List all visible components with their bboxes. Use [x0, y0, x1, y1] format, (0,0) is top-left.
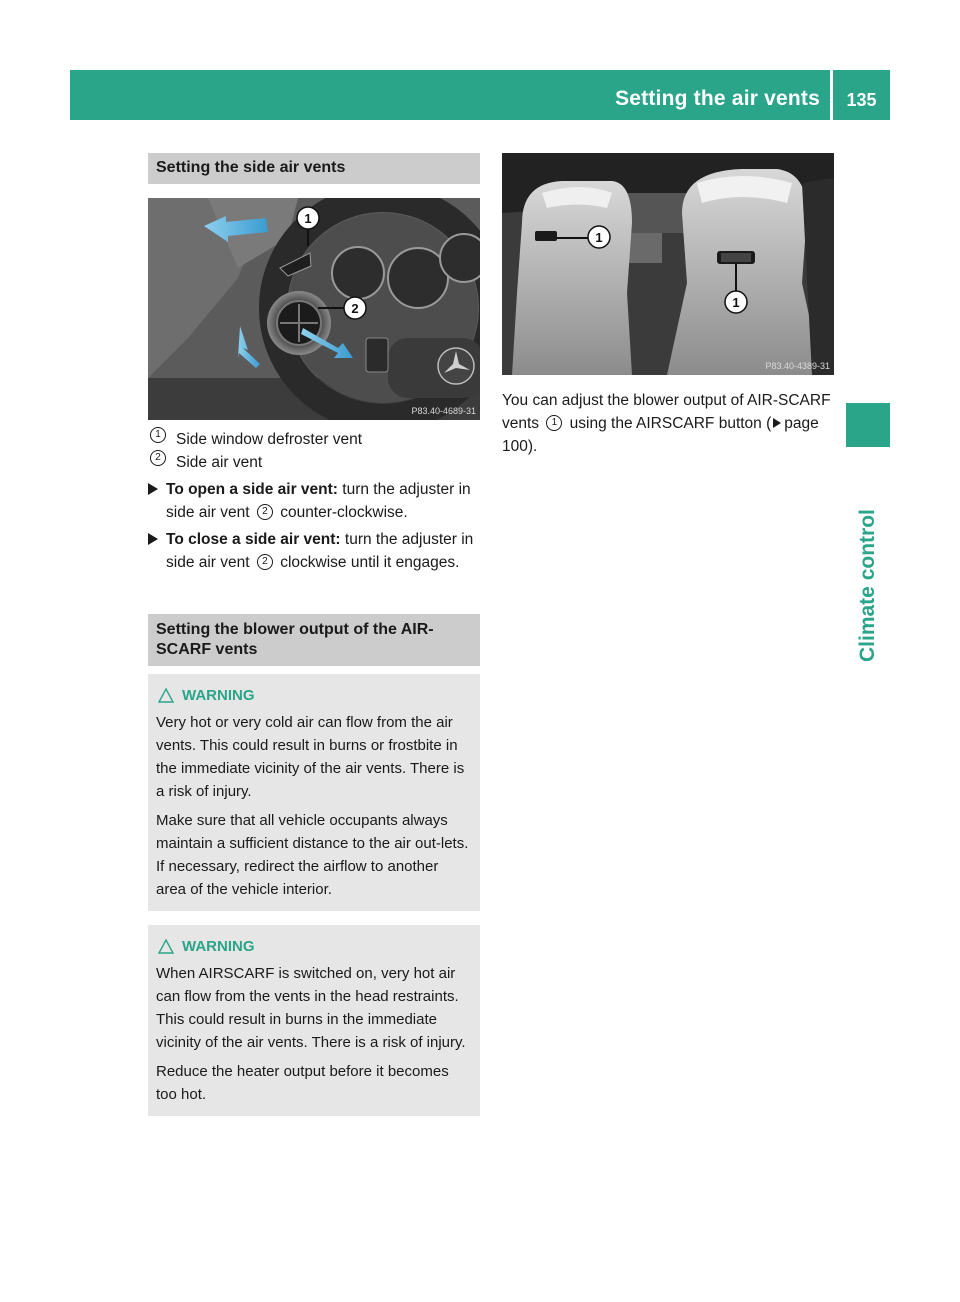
step-arrow-icon — [148, 533, 158, 545]
page-reference-arrow-icon — [773, 418, 781, 428]
warning-title-2 — [156, 935, 472, 958]
figure-airscarf-vents — [502, 153, 834, 375]
warning-box-2 — [148, 925, 480, 1116]
warning-triangle-icon — [158, 939, 174, 954]
figure2-code: P83.40-4389-31 — [765, 361, 830, 371]
page-reference-link[interactable]: page 100 — [502, 415, 819, 455]
ref-number-2: 2 — [257, 504, 273, 520]
warning-triangle-icon — [158, 688, 174, 703]
warning-box-1 — [148, 674, 480, 911]
step-close-text: turn the adjuster in side air vent — [166, 531, 474, 571]
chapter-tab-label: Climate control — [856, 509, 879, 662]
figure-side-air-vents — [148, 198, 480, 420]
warning2-paragraph-2: Reduce the heater output before it becomes too hot. — [156, 1063, 449, 1103]
figure2-callout-1: 1 — [595, 230, 603, 245]
header-title: Setting the air vents — [615, 87, 820, 110]
figure1-callout-1: 1 — [304, 211, 312, 226]
step-close-text-end: clockwise until it engages. — [275, 554, 460, 571]
ref-number-2: 2 — [257, 554, 273, 570]
step-close-label: To close a side air vent: — [166, 531, 341, 548]
section-heading-airscarf: Setting the blower output of the AIR-SCARF vents — [148, 614, 480, 666]
legend-number-2: 2 — [150, 450, 166, 466]
warning1-paragraph-1: Very hot or very cold air can flow from the air vents. This could result in burns or frostbite in the immediate vicinity of the air vents. There is a risk of injury. — [156, 714, 465, 800]
step-open-text-end: counter-clockwise. — [275, 504, 408, 521]
warning-label: WARNING — [182, 687, 255, 704]
figure1-legend — [148, 428, 480, 474]
page-number: 135 — [846, 90, 877, 110]
figure1-callout-2: 2 — [351, 301, 359, 316]
step-open-vent — [148, 478, 480, 524]
warning1-paragraph-2: Make sure that all vehicle occupants always maintain a sufficient distance to the air out-lets. If necessary, redirect the airflow to another area of the vehicle interior. — [156, 812, 469, 898]
figure2-callout-1b: 1 — [732, 295, 740, 310]
figure1-code: P83.40-4689-31 — [411, 406, 476, 416]
airscarf-description — [502, 389, 834, 458]
step-open-label: To open a side air vent: — [166, 481, 338, 498]
warning2-paragraph-1: When AIRSCARF is switched on, very hot air can flow from the vents in the head restraints. This could result in burns in the immediate vicinity of the air vents. There is a risk of injury. — [156, 965, 466, 1051]
legend-text-2: Side air vent — [176, 454, 263, 471]
page-header — [70, 70, 890, 120]
description-text: You can adjust the blower output of AIR-SCARF vents — [502, 392, 831, 432]
side-vent-illustration — [148, 198, 480, 420]
chapter-tab-marker — [846, 403, 890, 447]
legend-item — [148, 451, 480, 474]
description-text-mid: using the AIRSCARF button ( — [565, 415, 772, 432]
section-heading-side-vents: Setting the side air vents — [148, 153, 480, 184]
step-close-vent — [148, 528, 480, 574]
description-text-end: ). — [527, 438, 538, 455]
instruction-steps — [148, 478, 480, 574]
airscarf-illustration — [502, 153, 834, 375]
step-open-text: turn the adjuster in side air vent — [166, 481, 471, 521]
left-column — [148, 153, 480, 1116]
right-column — [502, 153, 834, 458]
ref-number-1: 1 — [546, 415, 562, 431]
legend-number-1: 1 — [150, 427, 166, 443]
chapter-tab — [846, 462, 890, 662]
warning-title-1 — [156, 684, 472, 707]
step-arrow-icon — [148, 483, 158, 495]
warning-label: WARNING — [182, 938, 255, 955]
legend-text-1: Side window defroster vent — [176, 431, 363, 448]
legend-item — [148, 428, 480, 451]
